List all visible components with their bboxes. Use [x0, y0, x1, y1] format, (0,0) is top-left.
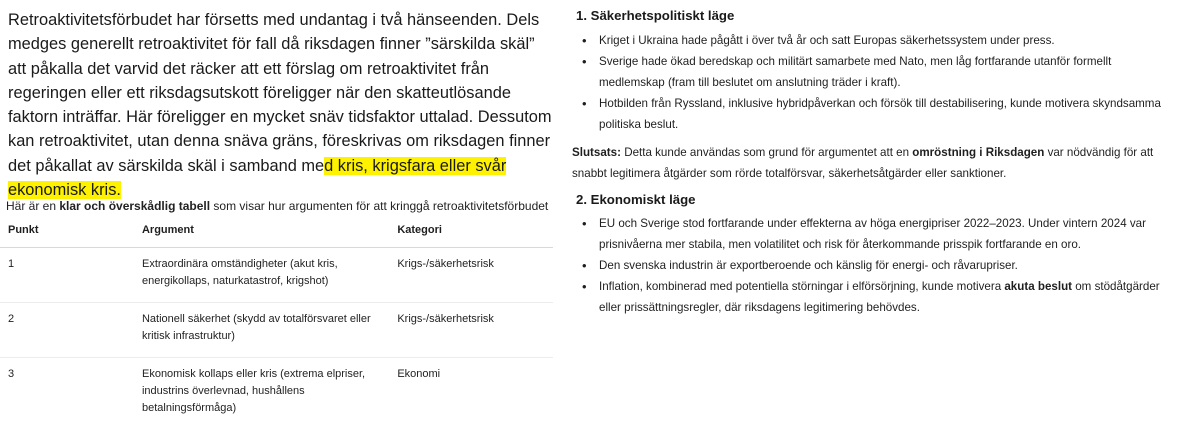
intro-after: som visar hur argumenten för att kringgå retroaktivitetsförbudet [210, 199, 549, 213]
section2-bullets [576, 213, 1176, 318]
cell-kategori: Ekonomi [397, 368, 441, 380]
cell-punkt: 1 [0, 248, 134, 303]
table-intro [6, 198, 556, 214]
section2-title: 2. Ekonomiskt läge [576, 192, 696, 207]
conclusion-bold: omröstning i Riksdagen [912, 146, 1045, 159]
right-column [560, 0, 1199, 436]
intro-bold: klar och överskådlig tabell [59, 199, 211, 213]
table-row [0, 358, 553, 430]
header-punkt: Punkt [0, 218, 134, 248]
cell-argument: Extraordinära omständigheter (akut kris, energikollaps, naturkatastrof, krigshot) [134, 248, 389, 303]
arguments-table [0, 218, 553, 429]
section1-bullets [576, 30, 1176, 135]
list-item: • EU och Sverige stod fortfarande under effekterna av höga energipriser 2022–2023. Under vintern 2024 var prisnivåerna mer stabila, men volatilitet och risk för återkommande prisspik fortfarande en oro. [576, 213, 1176, 255]
quote-text: Retroaktivitetsförbudet har försetts med undantag i två hänseenden. Dels medges generellt retroaktivitet för fall då riksdagen finner ”särskilda skäl” att påkalla det varvid det räcker att ett förslag om retroaktivitet från regeringen eller ett riksdagsutskott föreligger när den skatteutlösande faktorn inträffar. Här föreligger en mycket snäv tidsfaktor uttalad. Dessutom kan retroaktivitet, utan denna snäva gräns, föreskrivas om riksdagen finner det påkallat av särskilda skäl i samband me [8, 11, 552, 175]
cell-kategori: Krigs-/säkerhetsrisk [389, 303, 553, 358]
bullet-before: Inflation, kombinerad med potentiella störningar i elförsörjning, kunde motivera [599, 280, 1005, 293]
conclusion-before: Detta kunde användas som grund för argumentet att en [620, 146, 913, 159]
conclusion-after: var nödvändig för att snabbt legitimera åtgärder som rörde totalförsvar, säkerhetsåtgärder eller sanktioner. [572, 146, 1154, 180]
table-header-row [0, 218, 553, 248]
cell-punkt: 3 [8, 368, 15, 380]
intro-before: Här är en [6, 199, 60, 213]
header-argument: Argument [134, 218, 389, 248]
bullet-bold: akuta beslut [1004, 280, 1073, 293]
list-item: • Hotbilden från Ryssland, inklusive hybridpåverkan och försök till destabilisering, kunde motivera skyndsamma politiska beslut. [576, 93, 1176, 135]
section1-title: 1. Säkerhetspolitiskt läge [576, 8, 735, 23]
quote-highlight: d kris, krigsfara eller svår ekonomisk kris. [8, 156, 507, 200]
conclusion-label: Slutsats: [572, 146, 621, 159]
header-kategori: Kategori [389, 218, 553, 248]
list-item: • Sverige hade ökad beredskap och militärt samarbete med Nato, men låg fortfarande utanför formellt medlemskap (fram till beslutet om anslutning träder i kraft). [576, 51, 1176, 93]
quoted-paragraph [8, 8, 553, 202]
list-item: • Den svenska industrin är exportberoende och känslig för energi- och råvarupriser. [576, 255, 1176, 276]
cell-kategori: Krigs-/säkerhetsrisk [389, 248, 553, 303]
list-item [576, 276, 1176, 318]
cell-punkt: 2 [0, 303, 134, 358]
cell-argument: Ekonomisk kollaps eller kris (extrema elpriser, industrins överlevnad, hushållens betalningsförmåga) [141, 368, 366, 414]
cell-argument: Nationell säkerhet (skydd av totalförsvaret eller kritisk infrastruktur) [134, 303, 389, 358]
table-row [0, 303, 553, 358]
list-item: • Kriget i Ukraina hade pågått i över två år och satt Europas säkerhetssystem under press. [576, 30, 1176, 51]
table-row [0, 248, 553, 303]
bullet-after: om stödåtgärder eller prissättningsregler, där riksdagens legitimering behövdes. [599, 280, 1160, 314]
section1-conclusion [572, 142, 1182, 184]
left-column [0, 0, 555, 436]
